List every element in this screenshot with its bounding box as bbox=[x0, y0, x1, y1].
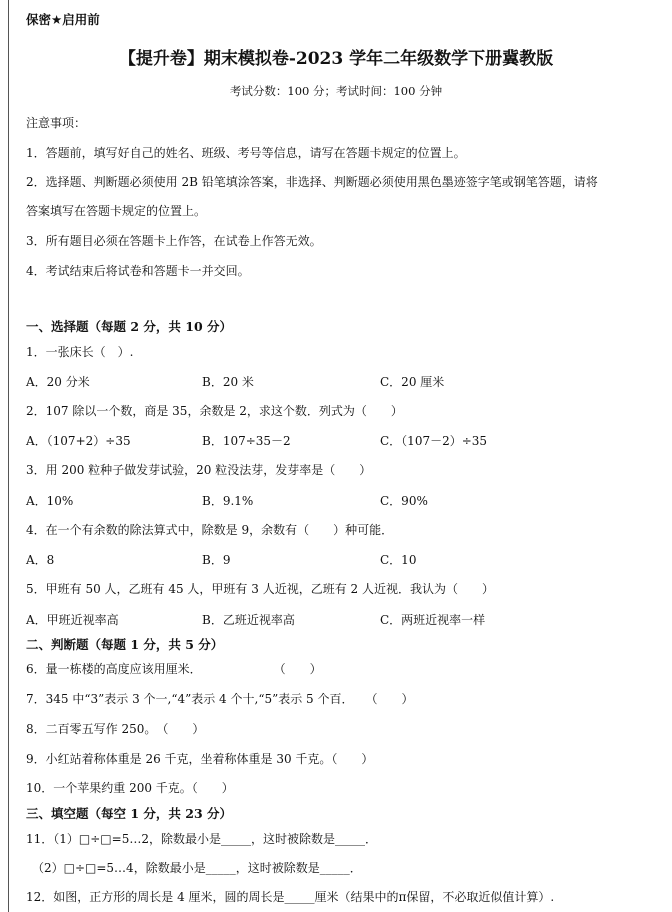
note-item: 3．所有题目必须在答题卡上作答，在试卷上作答无效。 bbox=[26, 234, 322, 248]
section-heading-fill: 三、填空题（每空 1 分，共 23 分） bbox=[26, 806, 233, 821]
option-b: B．107÷35－2 bbox=[202, 434, 291, 448]
option-a: A．8 bbox=[26, 553, 55, 567]
exam-title: 【提升卷】期末模拟卷-2023 学年二年级数学下册冀教版 bbox=[118, 49, 554, 69]
option-c: C．10 bbox=[380, 553, 417, 567]
judge-item: 7．345 中“3”表示 3 个一,“4”表示 4 个十,“5”表示 5 个百． （ ） bbox=[26, 692, 414, 706]
notes-heading: 注意事项： bbox=[26, 116, 87, 130]
question-stem: 4．在一个有余数的除法算式中，除数是 9，余数有（ ）种可能． bbox=[26, 523, 394, 537]
question-stem: 3．用 200 粒种子做发芽试验，20 粒没法芽，发芽率是（ ） bbox=[26, 463, 372, 477]
note-item: 2．选择题、判断题必须使用 2B 铅笔填涂答案，非选择、判断题必须使用黑色墨迹签字笔或钢笔答题，请将 bbox=[26, 175, 598, 189]
judge-item: 8．二百零五写作 250。 （ ） bbox=[26, 722, 205, 736]
option-c: C．（107－2）÷35 bbox=[380, 434, 488, 448]
judge-item: 10．一个苹果约重 200 千克。（ ） bbox=[26, 781, 234, 795]
note-item: 4．考试结束后将试卷和答题卡一并交回。 bbox=[26, 264, 250, 278]
option-a: A．10% bbox=[26, 494, 74, 508]
option-c: C．两班近视率一样 bbox=[380, 613, 486, 627]
fill-item: 12．如图，正方形的周长是 4 厘米，圆的周长是_____厘米（结果中的π保留，不必取近似值计算）. bbox=[26, 890, 555, 904]
option-b: B．9.1% bbox=[202, 494, 254, 508]
option-a: A．20 分米 bbox=[26, 375, 90, 389]
fill-item: （2）□÷□=5…4，除数最小是_____，这时被除数是_____． bbox=[32, 861, 362, 875]
option-c: C．20 厘米 bbox=[380, 375, 445, 389]
note-item: 答案填写在答题卡规定的位置上。 bbox=[26, 204, 207, 218]
option-b: B．9 bbox=[202, 553, 231, 567]
question-stem: 2．107 除以一个数，商是 35，余数是 2，求这个数．列式为（ ） bbox=[26, 404, 403, 418]
fill-item: 11．（1）□÷□=5…2，除数最小是_____，这时被除数是_____． bbox=[26, 832, 377, 846]
question-stem: 5．甲班有 50 人，乙班有 45 人，甲班有 3 人近视，乙班有 2 人近视．我认为（ ） bbox=[26, 582, 494, 596]
note-item: 1．答题前，填写好自己的姓名、班级、考号等信息，请写在答题卡规定的位置上。 bbox=[26, 146, 466, 160]
judge-item: 9．小红站着称体重是 26 千克，坐着称体重是 30 千克。（ ） bbox=[26, 752, 374, 766]
option-a: A．（107+2）÷35 bbox=[26, 434, 131, 448]
option-b: B．20 米 bbox=[202, 375, 254, 389]
section-heading-judge: 二、判断题（每题 1 分，共 5 分） bbox=[26, 637, 224, 652]
judge-item: 6．量一栋楼的高度应该用厘米． （ ） bbox=[26, 662, 322, 676]
option-c: C．90% bbox=[380, 494, 428, 508]
question-stem: 1．一张床长（ ）. bbox=[26, 345, 134, 359]
confidential-label: 保密★启用前 bbox=[26, 12, 100, 27]
section-heading-choice: 一、选择题（每题 2 分，共 10 分） bbox=[26, 319, 233, 334]
left-margin-rule bbox=[8, 0, 9, 912]
option-b: B．乙班近视率高 bbox=[202, 613, 295, 627]
exam-info: 考试分数：100 分；考试时间：100 分钟 bbox=[229, 84, 443, 98]
option-a: A．甲班近视率高 bbox=[26, 613, 119, 627]
